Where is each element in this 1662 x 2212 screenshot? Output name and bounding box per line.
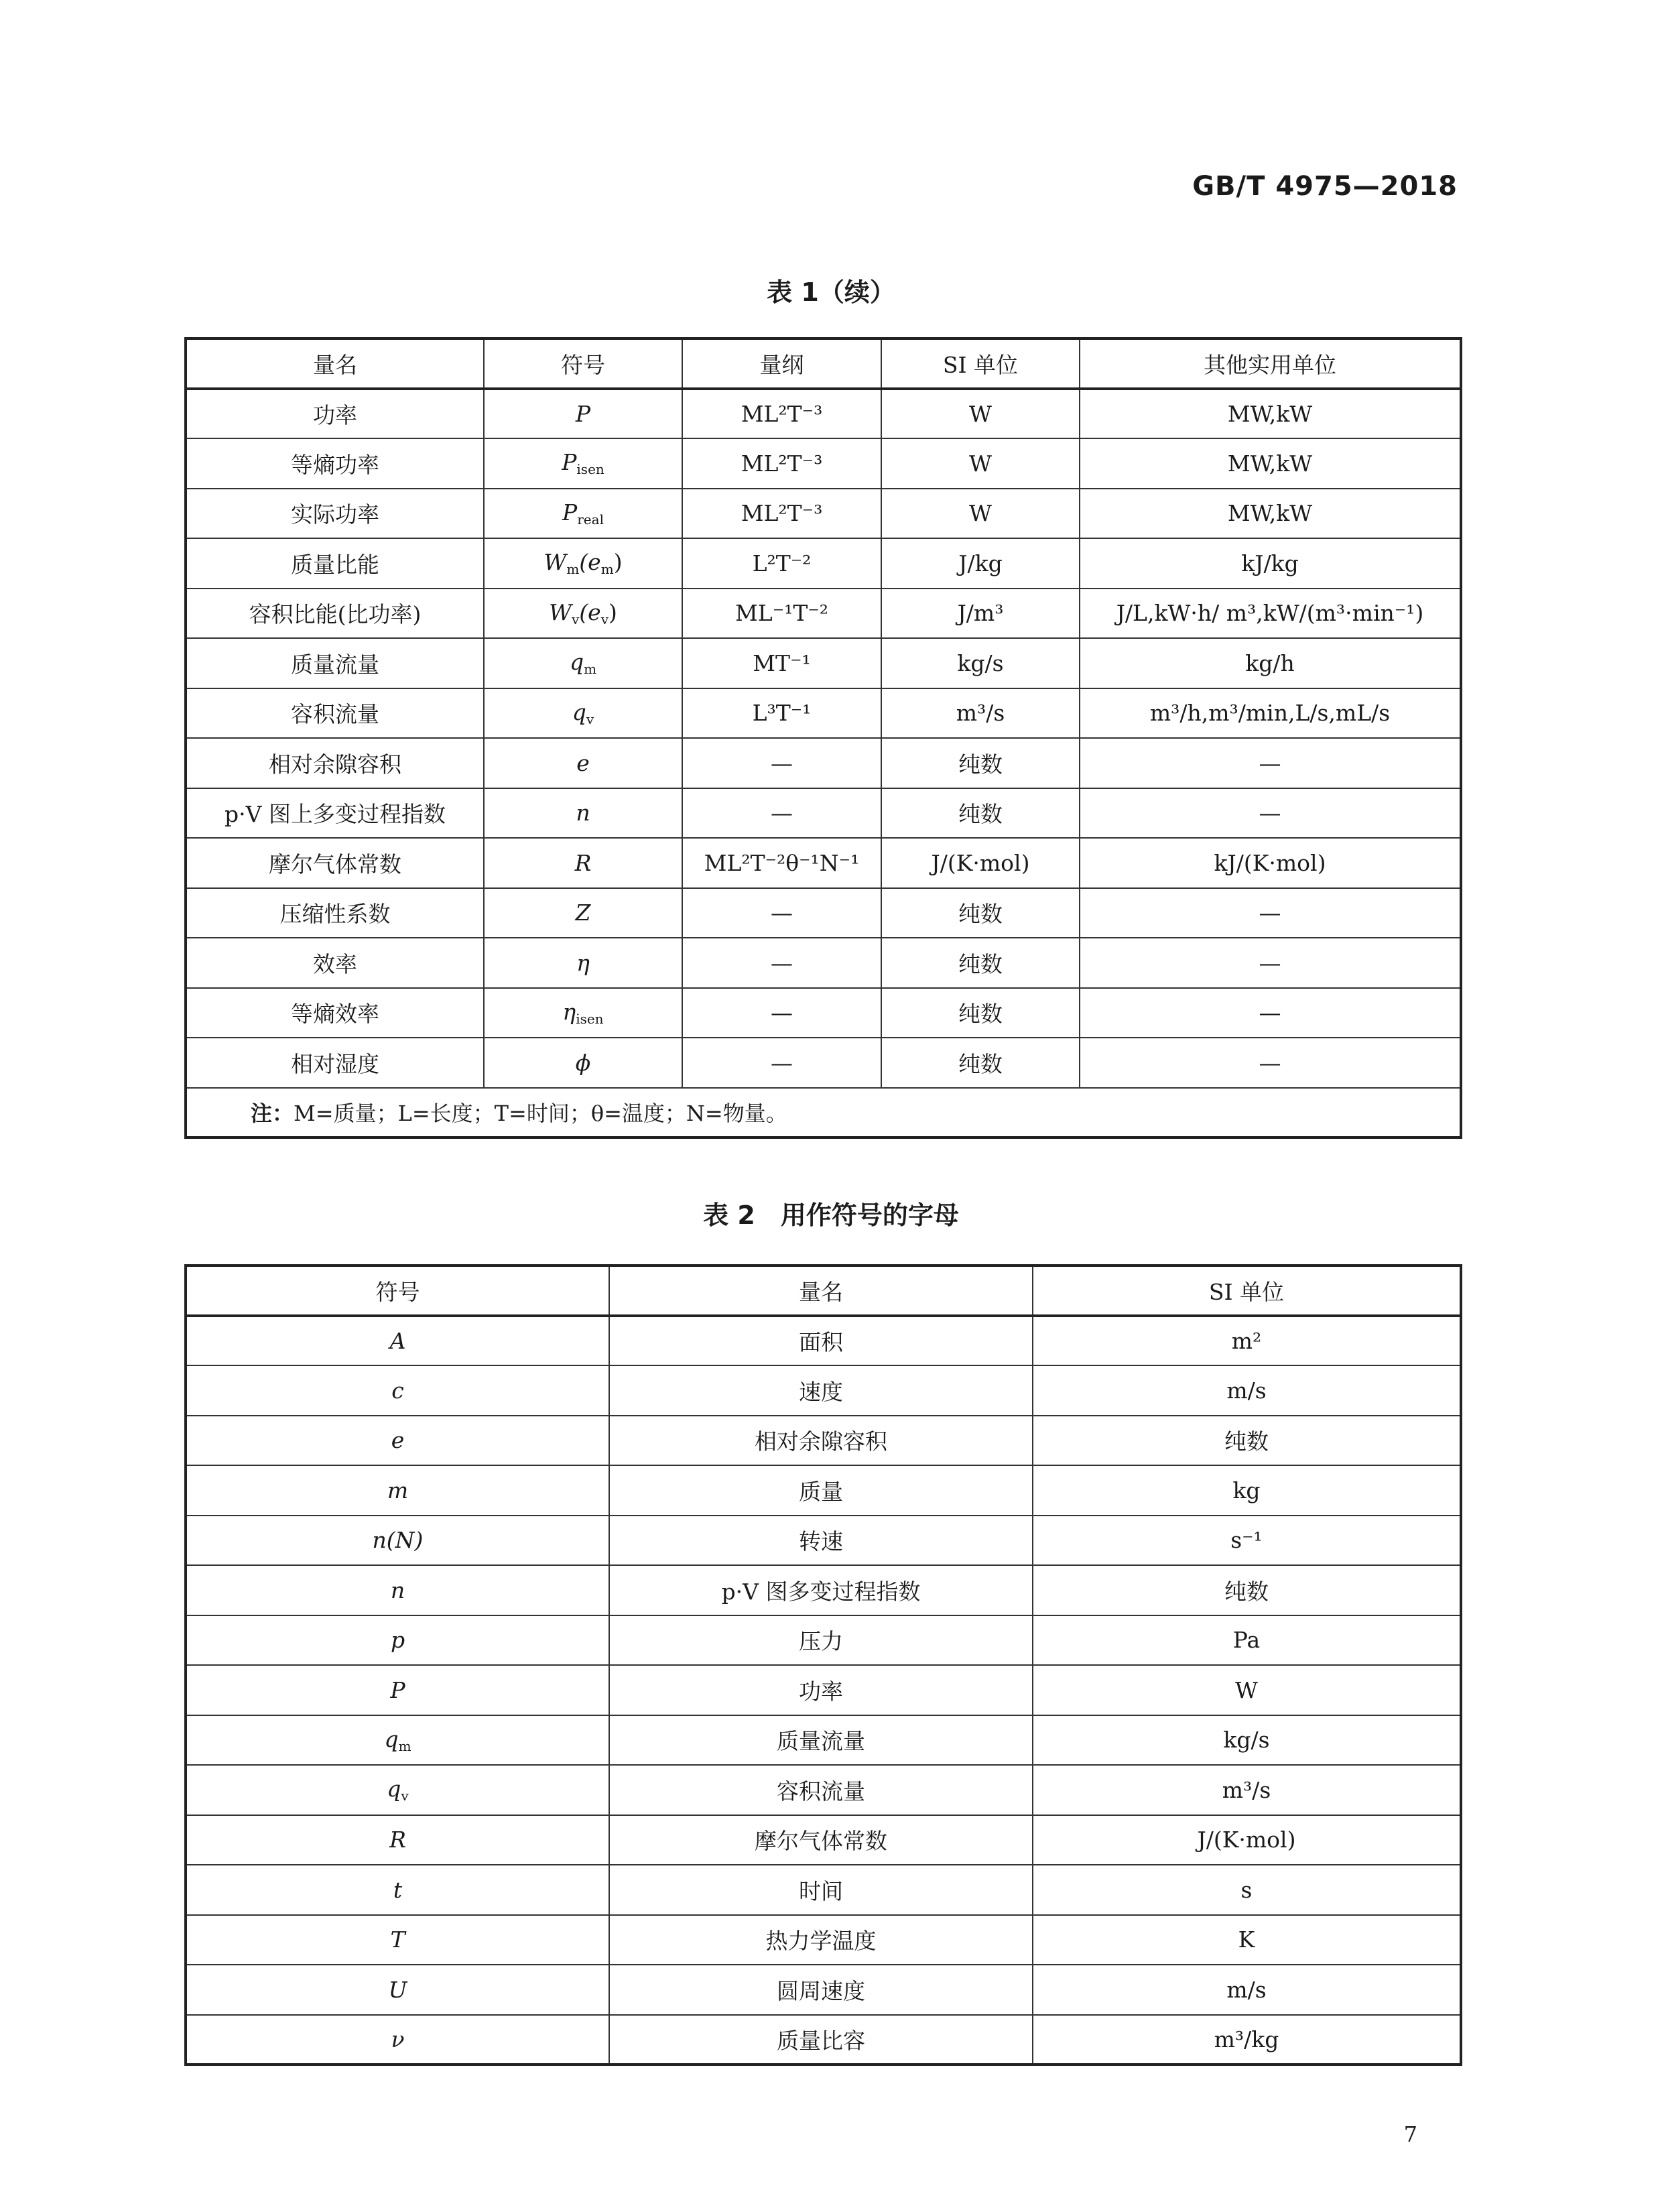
symbol-cell — [186, 1815, 609, 1865]
other-units-cell: kJ/kg — [1080, 538, 1461, 589]
si-unit-cell: 纯数 — [881, 738, 1080, 788]
other-units-cell: — — [1080, 988, 1461, 1038]
si-unit-cell: s⁻¹ — [1033, 1516, 1461, 1566]
symbol-subscript: m — [584, 661, 597, 678]
quantity-name-cell: 相对余隙容积 — [609, 1416, 1033, 1466]
si-unit-cell: m³/kg — [1033, 2015, 1461, 2065]
other-units-cell: MW,kW — [1080, 489, 1461, 539]
quantity-name-cell: 热力学温度 — [609, 1915, 1033, 1965]
quantity-name-cell: p·V 图上多变过程指数 — [186, 788, 484, 839]
quantity-name-cell: 摩尔气体常数 — [609, 1815, 1033, 1865]
symbol-subscript: real — [577, 511, 604, 528]
si-unit-cell: J/(K·mol) — [1033, 1815, 1461, 1865]
si-unit-cell: kg — [1033, 1465, 1461, 1516]
symbol-cell — [186, 2015, 609, 2065]
si-unit-cell: 纯数 — [881, 988, 1080, 1038]
symbol-alt-close: ) — [613, 549, 623, 576]
table2-header-si-unit: SI 单位 — [1033, 1266, 1461, 1316]
table1-header-si-unit: SI 单位 — [881, 339, 1080, 389]
quantity-name-cell: 压缩性系数 — [186, 888, 484, 938]
symbol-cell — [484, 988, 682, 1038]
symbol-text: e — [391, 1427, 405, 1454]
table1-row — [186, 489, 1461, 539]
symbol-cell — [186, 1465, 609, 1516]
symbol-text: U — [388, 1976, 407, 2003]
table2-header-row — [186, 1266, 1461, 1316]
table1-header-row — [186, 339, 1461, 389]
other-units-cell: MW,kW — [1080, 438, 1461, 489]
table1-row — [186, 1038, 1461, 1088]
dimension-cell: L³T⁻¹ — [682, 688, 881, 739]
quantity-name-cell: 质量比容 — [609, 2015, 1033, 2065]
si-unit-cell: m/s — [1033, 1965, 1461, 2015]
symbol-text: m — [387, 1477, 409, 1503]
symbol-text: p — [390, 1627, 405, 1654]
standard-number: GB/T 4975—2018 — [1192, 171, 1458, 202]
symbol-cell — [484, 1038, 682, 1088]
table2-row — [186, 1316, 1461, 1366]
dimension-cell: ML²T⁻³ — [682, 389, 881, 439]
symbol-text: W — [544, 549, 567, 576]
dimension-cell: — — [682, 888, 881, 938]
other-units-cell: — — [1080, 788, 1461, 839]
symbol-cell — [484, 538, 682, 589]
dimension-cell: ML²T⁻³ — [682, 489, 881, 539]
symbol-subscript: v — [586, 711, 594, 727]
quantity-name-cell: 质量 — [609, 1465, 1033, 1516]
si-unit-cell: Pa — [1033, 1615, 1461, 1666]
symbol-text: A — [389, 1327, 406, 1354]
si-unit-cell: kg/s — [881, 638, 1080, 688]
table1-header-other-units: 其他实用单位 — [1080, 339, 1461, 389]
symbol-text: P — [390, 1676, 405, 1703]
table1 — [184, 337, 1462, 1139]
table2-row — [186, 1665, 1461, 1715]
table1-row — [186, 389, 1461, 439]
symbol-alt-subscript: v — [600, 611, 609, 627]
table2-row — [186, 1516, 1461, 1566]
table1-row — [186, 738, 1461, 788]
symbol-subscript: isen — [576, 461, 604, 478]
table1-caption: 表 1（续） — [767, 278, 895, 307]
table2-row — [186, 1965, 1461, 2015]
symbol-text: Z — [575, 900, 591, 926]
symbol-cell — [186, 1316, 609, 1366]
table1-row — [186, 888, 1461, 938]
note-text: M=质量；L=长度；T=时间；θ=温度；N=物量。 — [294, 1101, 787, 1127]
table1-row — [186, 438, 1461, 489]
quantity-name-cell: 容积比能(比功率) — [186, 589, 484, 639]
si-unit-cell: W — [881, 489, 1080, 539]
symbol-subscript: v — [401, 1788, 409, 1804]
quantity-name-cell: 面积 — [609, 1316, 1033, 1366]
symbol-subscript: m — [398, 1737, 411, 1754]
quantity-name-cell: 功率 — [186, 389, 484, 439]
si-unit-cell: 纯数 — [1033, 1565, 1461, 1615]
other-units-cell: m³/h,m³/min,L/s,mL/s — [1080, 688, 1461, 739]
symbol-text: P — [562, 499, 578, 526]
symbol-text: P — [562, 449, 577, 476]
other-units-cell: MW,kW — [1080, 389, 1461, 439]
quantity-name-cell: 容积流量 — [609, 1765, 1033, 1815]
symbol-alt-subscript: m — [600, 561, 614, 578]
symbol-alt-close: ) — [609, 599, 617, 625]
symbol-text: R — [574, 849, 592, 876]
table2-caption: 表 2 用作符号的字母 — [703, 1201, 959, 1230]
si-unit-cell: J/kg — [881, 538, 1080, 589]
symbol-cell — [484, 788, 682, 839]
dimension-cell: — — [682, 938, 881, 988]
quantity-name-cell: 压力 — [609, 1615, 1033, 1666]
other-units-cell: — — [1080, 888, 1461, 938]
table1-row — [186, 538, 1461, 589]
quantity-name-cell: 相对余隙容积 — [186, 738, 484, 788]
symbol-subscript: v — [572, 611, 580, 627]
page-number: 7 — [1403, 2122, 1417, 2147]
quantity-name-cell: 速度 — [609, 1365, 1033, 1416]
symbol-text: q — [572, 698, 586, 725]
symbol-cell — [186, 1715, 609, 1766]
symbol-cell — [484, 938, 682, 988]
table1-row — [186, 988, 1461, 1038]
dimension-cell: ML²T⁻²θ⁻¹N⁻¹ — [682, 838, 881, 888]
table1-row — [186, 638, 1461, 688]
symbol-text: n(N) — [372, 1527, 424, 1554]
quantity-name-cell: 实际功率 — [186, 489, 484, 539]
quantity-name-cell: 功率 — [609, 1665, 1033, 1715]
table1-row — [186, 938, 1461, 988]
table1-header-dimension: 量纲 — [682, 339, 881, 389]
table2-row — [186, 1465, 1461, 1516]
si-unit-cell: 纯数 — [881, 788, 1080, 839]
symbol-cell — [484, 838, 682, 888]
quantity-name-cell: 时间 — [609, 1865, 1033, 1915]
symbol-text: n — [576, 800, 590, 826]
quantity-name-cell: 质量流量 — [609, 1715, 1033, 1766]
table1-header-name: 量名 — [186, 339, 484, 389]
quantity-name-cell: 圆周速度 — [609, 1965, 1033, 2015]
table2-row — [186, 1815, 1461, 1865]
table1-row — [186, 838, 1461, 888]
other-units-cell: kg/h — [1080, 638, 1461, 688]
si-unit-cell: m³/s — [881, 688, 1080, 739]
si-unit-cell: W — [881, 438, 1080, 489]
symbol-cell — [484, 688, 682, 739]
quantity-name-cell: 质量流量 — [186, 638, 484, 688]
symbol-cell — [484, 438, 682, 489]
note-label: 注： — [251, 1101, 294, 1127]
symbol-cell — [186, 1365, 609, 1416]
symbol-cell — [484, 888, 682, 938]
quantity-name-cell: 效率 — [186, 938, 484, 988]
other-units-cell: — — [1080, 938, 1461, 988]
dimension-cell: ML⁻¹T⁻² — [682, 589, 881, 639]
table2-header-symbol: 符号 — [186, 1266, 609, 1316]
symbol-subscript: m — [566, 561, 580, 578]
symbol-text: R — [389, 1827, 406, 1853]
dimension-cell: — — [682, 738, 881, 788]
symbol-text: q — [569, 649, 584, 676]
table2-row — [186, 1365, 1461, 1416]
table1-note — [186, 1088, 1461, 1138]
dimension-cell: — — [682, 1038, 881, 1088]
table2-row — [186, 1715, 1461, 1766]
table2-row — [186, 1565, 1461, 1615]
dimension-cell: — — [682, 788, 881, 839]
si-unit-cell: W — [1033, 1665, 1461, 1715]
symbol-text: q — [384, 1725, 399, 1752]
other-units-cell: — — [1080, 738, 1461, 788]
table2 — [184, 1264, 1462, 2066]
symbol-text: q — [387, 1776, 401, 1802]
dimension-cell: — — [682, 988, 881, 1038]
symbol-cell — [186, 1865, 609, 1915]
quantity-name-cell: 转速 — [609, 1516, 1033, 1566]
si-unit-cell: 纯数 — [881, 1038, 1080, 1088]
quantity-name-cell: 摩尔气体常数 — [186, 838, 484, 888]
table1-note-row — [186, 1088, 1461, 1138]
si-unit-cell: J/m³ — [881, 589, 1080, 639]
symbol-text: P — [575, 400, 591, 427]
other-units-cell: J/L,kW·h/ m³,kW/(m³·min⁻¹) — [1080, 589, 1461, 639]
symbol-text: η — [562, 998, 576, 1025]
si-unit-cell: K — [1033, 1915, 1461, 1965]
table2-row — [186, 1615, 1461, 1666]
table2-header-name: 量名 — [609, 1266, 1033, 1316]
symbol-subscript: isen — [576, 1010, 604, 1027]
symbol-cell — [186, 1765, 609, 1815]
table2-row — [186, 1765, 1461, 1815]
symbol-cell — [484, 489, 682, 539]
symbol-cell — [186, 1416, 609, 1466]
symbol-text: ϕ — [575, 1049, 591, 1076]
si-unit-cell: s — [1033, 1865, 1461, 1915]
symbol-cell — [186, 1516, 609, 1566]
symbol-cell — [484, 589, 682, 639]
quantity-name-cell: 容积流量 — [186, 688, 484, 739]
quantity-name-cell: 质量比能 — [186, 538, 484, 589]
symbol-cell — [186, 1965, 609, 2015]
symbol-cell — [484, 389, 682, 439]
table1-row — [186, 788, 1461, 839]
quantity-name-cell: 等熵功率 — [186, 438, 484, 489]
symbol-text: T — [390, 1926, 405, 1953]
si-unit-cell: 纯数 — [881, 888, 1080, 938]
si-unit-cell: J/(K·mol) — [881, 838, 1080, 888]
symbol-text: c — [391, 1377, 404, 1404]
symbol-alt-text: (e — [579, 549, 601, 576]
symbol-alt-text: (e — [579, 599, 601, 625]
si-unit-cell: 纯数 — [881, 938, 1080, 988]
table2-row — [186, 2015, 1461, 2065]
dimension-cell: L²T⁻² — [682, 538, 881, 589]
table1-row — [186, 688, 1461, 739]
symbol-text: e — [576, 749, 590, 776]
table1-header-symbol: 符号 — [484, 339, 682, 389]
table1-row — [186, 589, 1461, 639]
si-unit-cell: m² — [1033, 1316, 1461, 1366]
dimension-cell: ML²T⁻³ — [682, 438, 881, 489]
symbol-cell — [186, 1565, 609, 1615]
symbol-text: η — [576, 949, 590, 976]
symbol-text: n — [390, 1577, 405, 1603]
symbol-text: W — [549, 599, 572, 625]
si-unit-cell: 纯数 — [1033, 1416, 1461, 1466]
table2-row — [186, 1915, 1461, 1965]
dimension-cell: MT⁻¹ — [682, 638, 881, 688]
table2-row — [186, 1865, 1461, 1915]
symbol-cell — [484, 638, 682, 688]
si-unit-cell: m/s — [1033, 1365, 1461, 1416]
si-unit-cell: kg/s — [1033, 1715, 1461, 1766]
symbol-cell — [186, 1615, 609, 1666]
quantity-name-cell: 等熵效率 — [186, 988, 484, 1038]
quantity-name-cell: p·V 图多变过程指数 — [609, 1565, 1033, 1615]
symbol-text: t — [393, 1876, 403, 1903]
table2-row — [186, 1416, 1461, 1466]
symbol-cell — [186, 1665, 609, 1715]
si-unit-cell: m³/s — [1033, 1765, 1461, 1815]
symbol-text: ν — [391, 2026, 405, 2052]
symbol-cell — [186, 1915, 609, 1965]
other-units-cell: kJ/(K·mol) — [1080, 838, 1461, 888]
quantity-name-cell: 相对湿度 — [186, 1038, 484, 1088]
other-units-cell: — — [1080, 1038, 1461, 1088]
symbol-cell — [484, 738, 682, 788]
si-unit-cell: W — [881, 389, 1080, 439]
